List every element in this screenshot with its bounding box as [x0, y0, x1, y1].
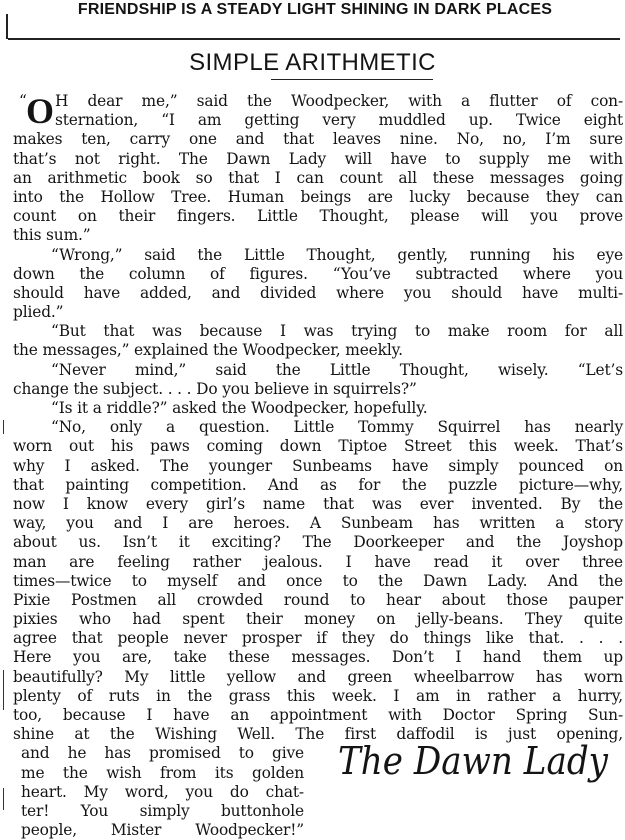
text-line: “Is it a riddle?” asked the Woodpecker, hopefully.	[51, 399, 428, 417]
text-line: an arithmetic book so that I can count all these messages going	[13, 168, 623, 187]
text-line: Pixie Postmen all crowded round to hear about those pauper	[13, 590, 623, 609]
text-line: down the column of figures. “You’ve subtracted where you	[13, 264, 623, 283]
banner-rule	[8, 38, 620, 40]
open-quote: “	[19, 92, 27, 110]
text-line-row	[13, 361, 623, 380]
text-line-row	[13, 226, 623, 245]
text-line: me the wish from its golden	[21, 763, 304, 782]
text-line: why I asked. The younger Sunbeams have simply pounced on	[13, 456, 623, 475]
margin-mark	[3, 788, 4, 810]
text-line: times—twice to myself and once to the Dawn Lady. And the	[13, 571, 623, 590]
margin-mark	[3, 670, 4, 710]
drop-cap: O	[26, 91, 54, 131]
text-line-row	[13, 668, 623, 687]
text-line-row	[13, 610, 623, 629]
text-line: shine at the Wishing Well. The first daffodil is just opening,	[13, 725, 623, 744]
text-line: the messages,” explained the Woodpecker, meekly.	[13, 341, 403, 360]
text-line: “Wrong,” said the Little Thought, gently, running his eye	[51, 245, 623, 264]
text-line-row	[13, 399, 623, 418]
text-line: makes ten, carry one and that leaves nine. No, no, I’m sure	[13, 130, 623, 149]
text-line-row	[13, 457, 623, 476]
text-line-row	[13, 648, 623, 667]
text-line: plenty of ruts in the grass this week. I am in rather a hurry,	[13, 686, 623, 705]
banner	[0, 0, 625, 40]
margin-mark	[3, 420, 4, 434]
text-line: “But that was because I was trying to make room for all	[51, 322, 623, 341]
signature	[328, 722, 618, 798]
text-line-row	[13, 341, 623, 360]
text-line: should have added, and divided where you should have multi-	[13, 283, 623, 302]
text-line: that painting competition. And as for the puzzle picture—why,	[13, 475, 623, 494]
text-line: people, Mister Woodpecker!”	[21, 821, 304, 840]
text-line-row	[13, 150, 623, 169]
text-line: now I know every girl’s name that was ever invented. By the	[13, 494, 623, 513]
text-line-row	[13, 629, 623, 648]
text-line-row	[13, 130, 623, 149]
text-line: change the subject. . . . Do you believe in squirrels?”	[13, 379, 417, 398]
text-line: and he has promised to give	[21, 744, 304, 763]
text-line: plied.”	[13, 303, 64, 322]
banner-motto: FRIENDSHIP IS A STEADY LIGHT SHINING IN DARK PLACES	[77, 1, 553, 18]
text-line: Here you are, take these messages. Don’t I hand them up	[13, 648, 623, 667]
text-line-row	[13, 246, 623, 265]
text-line: sternation, “I am getting very muddled up. Twice eight	[55, 111, 623, 130]
text-line: into the Hollow Tree. Human beings are lucky because they can	[13, 187, 623, 206]
text-line: this sum.”	[13, 226, 91, 245]
text-line: ter! You simply buttonhole	[21, 801, 304, 820]
text-line-row	[13, 418, 623, 437]
text-line: man are feeling rather jealous. I have read it over three	[13, 552, 623, 571]
text-line: worn out his paws coming down Tiptoe Street this week. That’s	[13, 437, 623, 456]
article-title: SIMPLE ARITHMETIC	[189, 49, 436, 76]
text-line: beautifully? My little yellow and green wheelbarrow has worn	[13, 667, 623, 686]
text-line-row	[13, 169, 623, 188]
text-line-row	[13, 591, 623, 610]
text-line: that’s not right. The Dawn Lady will have to supply me with	[13, 149, 623, 168]
text-line-row	[13, 514, 623, 533]
text-line-row	[13, 687, 623, 706]
text-line: too, because I have an appointment with Doctor Spring Sun-	[13, 706, 623, 724]
title-underline	[271, 79, 433, 80]
text-line: “Never mind,” said the Little Thought, wisely. “Let’s	[51, 360, 623, 379]
text-line: about us. Isn’t it exciting? The Doorkeeper and the Joyshop	[13, 533, 623, 552]
text-line-row	[13, 533, 623, 552]
text-line-wrap	[13, 111, 623, 130]
text-line: way, you and I are heroes. A Sunbeam has written a story	[13, 514, 623, 533]
text-line-row	[13, 553, 623, 572]
text-line-row	[13, 322, 623, 341]
text-line: “No, only a question. Little Tommy Squirrel has nearly	[51, 418, 623, 437]
text-line: H dear me,” said the Woodpecker, with a flutter of con-	[55, 92, 623, 110]
text-line-row	[13, 188, 623, 207]
text-line-row	[13, 303, 623, 322]
text-line-row	[13, 380, 623, 399]
text-line-row	[13, 265, 623, 284]
text-line: pixies who had spent their money on jelly-beans. They quite	[13, 610, 623, 629]
text-line-row	[13, 802, 623, 821]
text-line-row	[13, 437, 623, 456]
text-line-row	[13, 207, 623, 226]
signature-text: The Dawn Lady	[338, 739, 609, 783]
text-line-row	[13, 476, 623, 495]
text-line: agree that people never prosper if they do things like that. . . .	[13, 629, 623, 648]
banner-corner-rule	[6, 14, 8, 39]
text-line: heart. My word, you do chat-	[21, 782, 304, 801]
text-line-row	[13, 284, 623, 303]
text-line-row	[13, 495, 623, 514]
text-line-row	[13, 572, 623, 591]
text-line: count on their fingers. Little Thought, please will you prove	[13, 207, 623, 226]
text-line-row	[13, 821, 623, 840]
